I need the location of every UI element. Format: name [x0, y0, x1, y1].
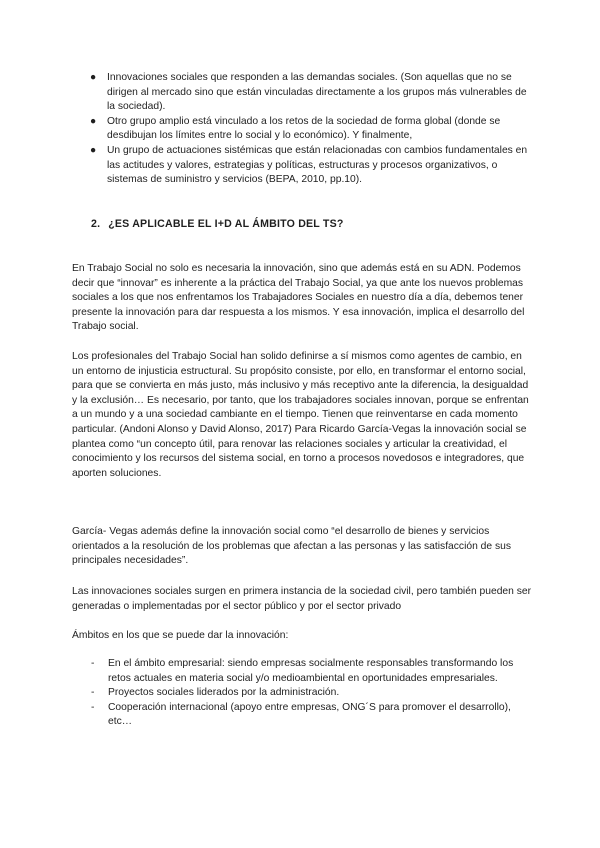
section-title: ¿ES APLICABLE EL I+D AL ÁMBITO DEL TS?	[108, 218, 344, 230]
list-item	[90, 144, 530, 188]
list-item-text: Otro grupo amplio está vinculado a los retos de la sociedad de forma global (donde se desdibujan los límites entre lo social y lo económico). Y finalmente,	[107, 115, 501, 142]
bullet-list	[90, 71, 530, 188]
list-item	[91, 701, 521, 730]
dash-icon: -	[91, 687, 95, 699]
list-item-text: Cooperación internacional (apoyo entre empresas, ONG´S para promover el desarrollo), etc…	[108, 701, 511, 728]
paragraph-sociedad-civil: Las innovaciones sociales surgen en primera instancia de la sociedad civil, pero también pueden ser generadas o implementadas por el sector público y por el sector privado	[72, 586, 532, 612]
paragraph-adn: En Trabajo Social no solo es necesaria la innovación, sino que además está en su ADN. Podemos decir que “innovar” es inherente a la práctica del Trabajo Social, ya que ante los nuevos problemas sociales a los que nos enfrentamos los Trabajadores Sociales en nuestro día a día, debemos tener presente la innovación para dar respuesta a los mismos. Y esa innovación, implica el desarrollo del Trabajo social.	[72, 263, 525, 333]
list-item-text: Un grupo de actuaciones sistémicas que están relacionadas con cambios fundamentales en las actitudes y valores, estrategias y políticas, estructuras y procesos organizativos, o sistemas de suministro y servicios (BEPA, 2010, pp.10).	[107, 144, 528, 186]
paragraph-garcia-vegas: García- Vegas además define la innovación social como “el desarrollo de bienes y servicios orientados a la resolución de los problemas que afectan a las personas y las satisfacción de sus principales necesidades”.	[72, 526, 512, 567]
dash-icon: -	[91, 658, 95, 669]
bullet-icon: ●	[90, 115, 97, 127]
list-item	[90, 115, 530, 144]
bullet-icon: ●	[90, 72, 97, 83]
list-item	[90, 71, 530, 115]
list-item	[91, 686, 521, 701]
list-item	[91, 657, 521, 686]
list-item-text: En el ámbito empresarial: siendo empresas socialmente responsables transformando los retos actuales en materia social y/o medioambiental en oportunidades empresariales.	[108, 658, 514, 684]
paragraph-profesionales: Los profesionales del Trabajo Social han solido definirse a sí mismos como agentes de cambio, en un entorno de injusticia estructural. Su propósito consiste, por ello, en transformar el entorno social, para que se convierta en más justo, más inclusivo y más receptivo ante la diferencia, la desigualdad y la exclusión… Es necesario, por tanto, que los trabajadores sociales innovan, porque se enfrentan a un mundo y a una sociedad cambiante en el tiempo. Tienen que reinventarse en cada momento particular. (Andoni Alonso y David Alonso, 2017) Para Ricardo García-Vegas la innovación social se plantea como “un concepto útil, para renovar las relaciones sociales y articular la creatividad, el conocimiento y los recursos del sistema social, en torno a procesos novedosos e integradores, que aporten soluciones.	[72, 351, 529, 479]
paragraph-ambitos: Ámbitos en los que se puede dar la innovación:	[72, 630, 289, 641]
section-heading	[91, 218, 344, 230]
bullet-icon: ●	[90, 144, 97, 156]
section-number: 2.	[91, 218, 101, 230]
dash-icon: -	[91, 701, 95, 713]
list-item-text: Innovaciones sociales que responden a las demandas sociales. (Son aquellas que no se dirigen al mercado sino que están vinculadas directamente a los grupos más vulnerables de la sociedad).	[107, 72, 527, 113]
list-item-text: Proyectos sociales liderados por la administración.	[108, 687, 340, 699]
dash-list	[91, 657, 521, 730]
